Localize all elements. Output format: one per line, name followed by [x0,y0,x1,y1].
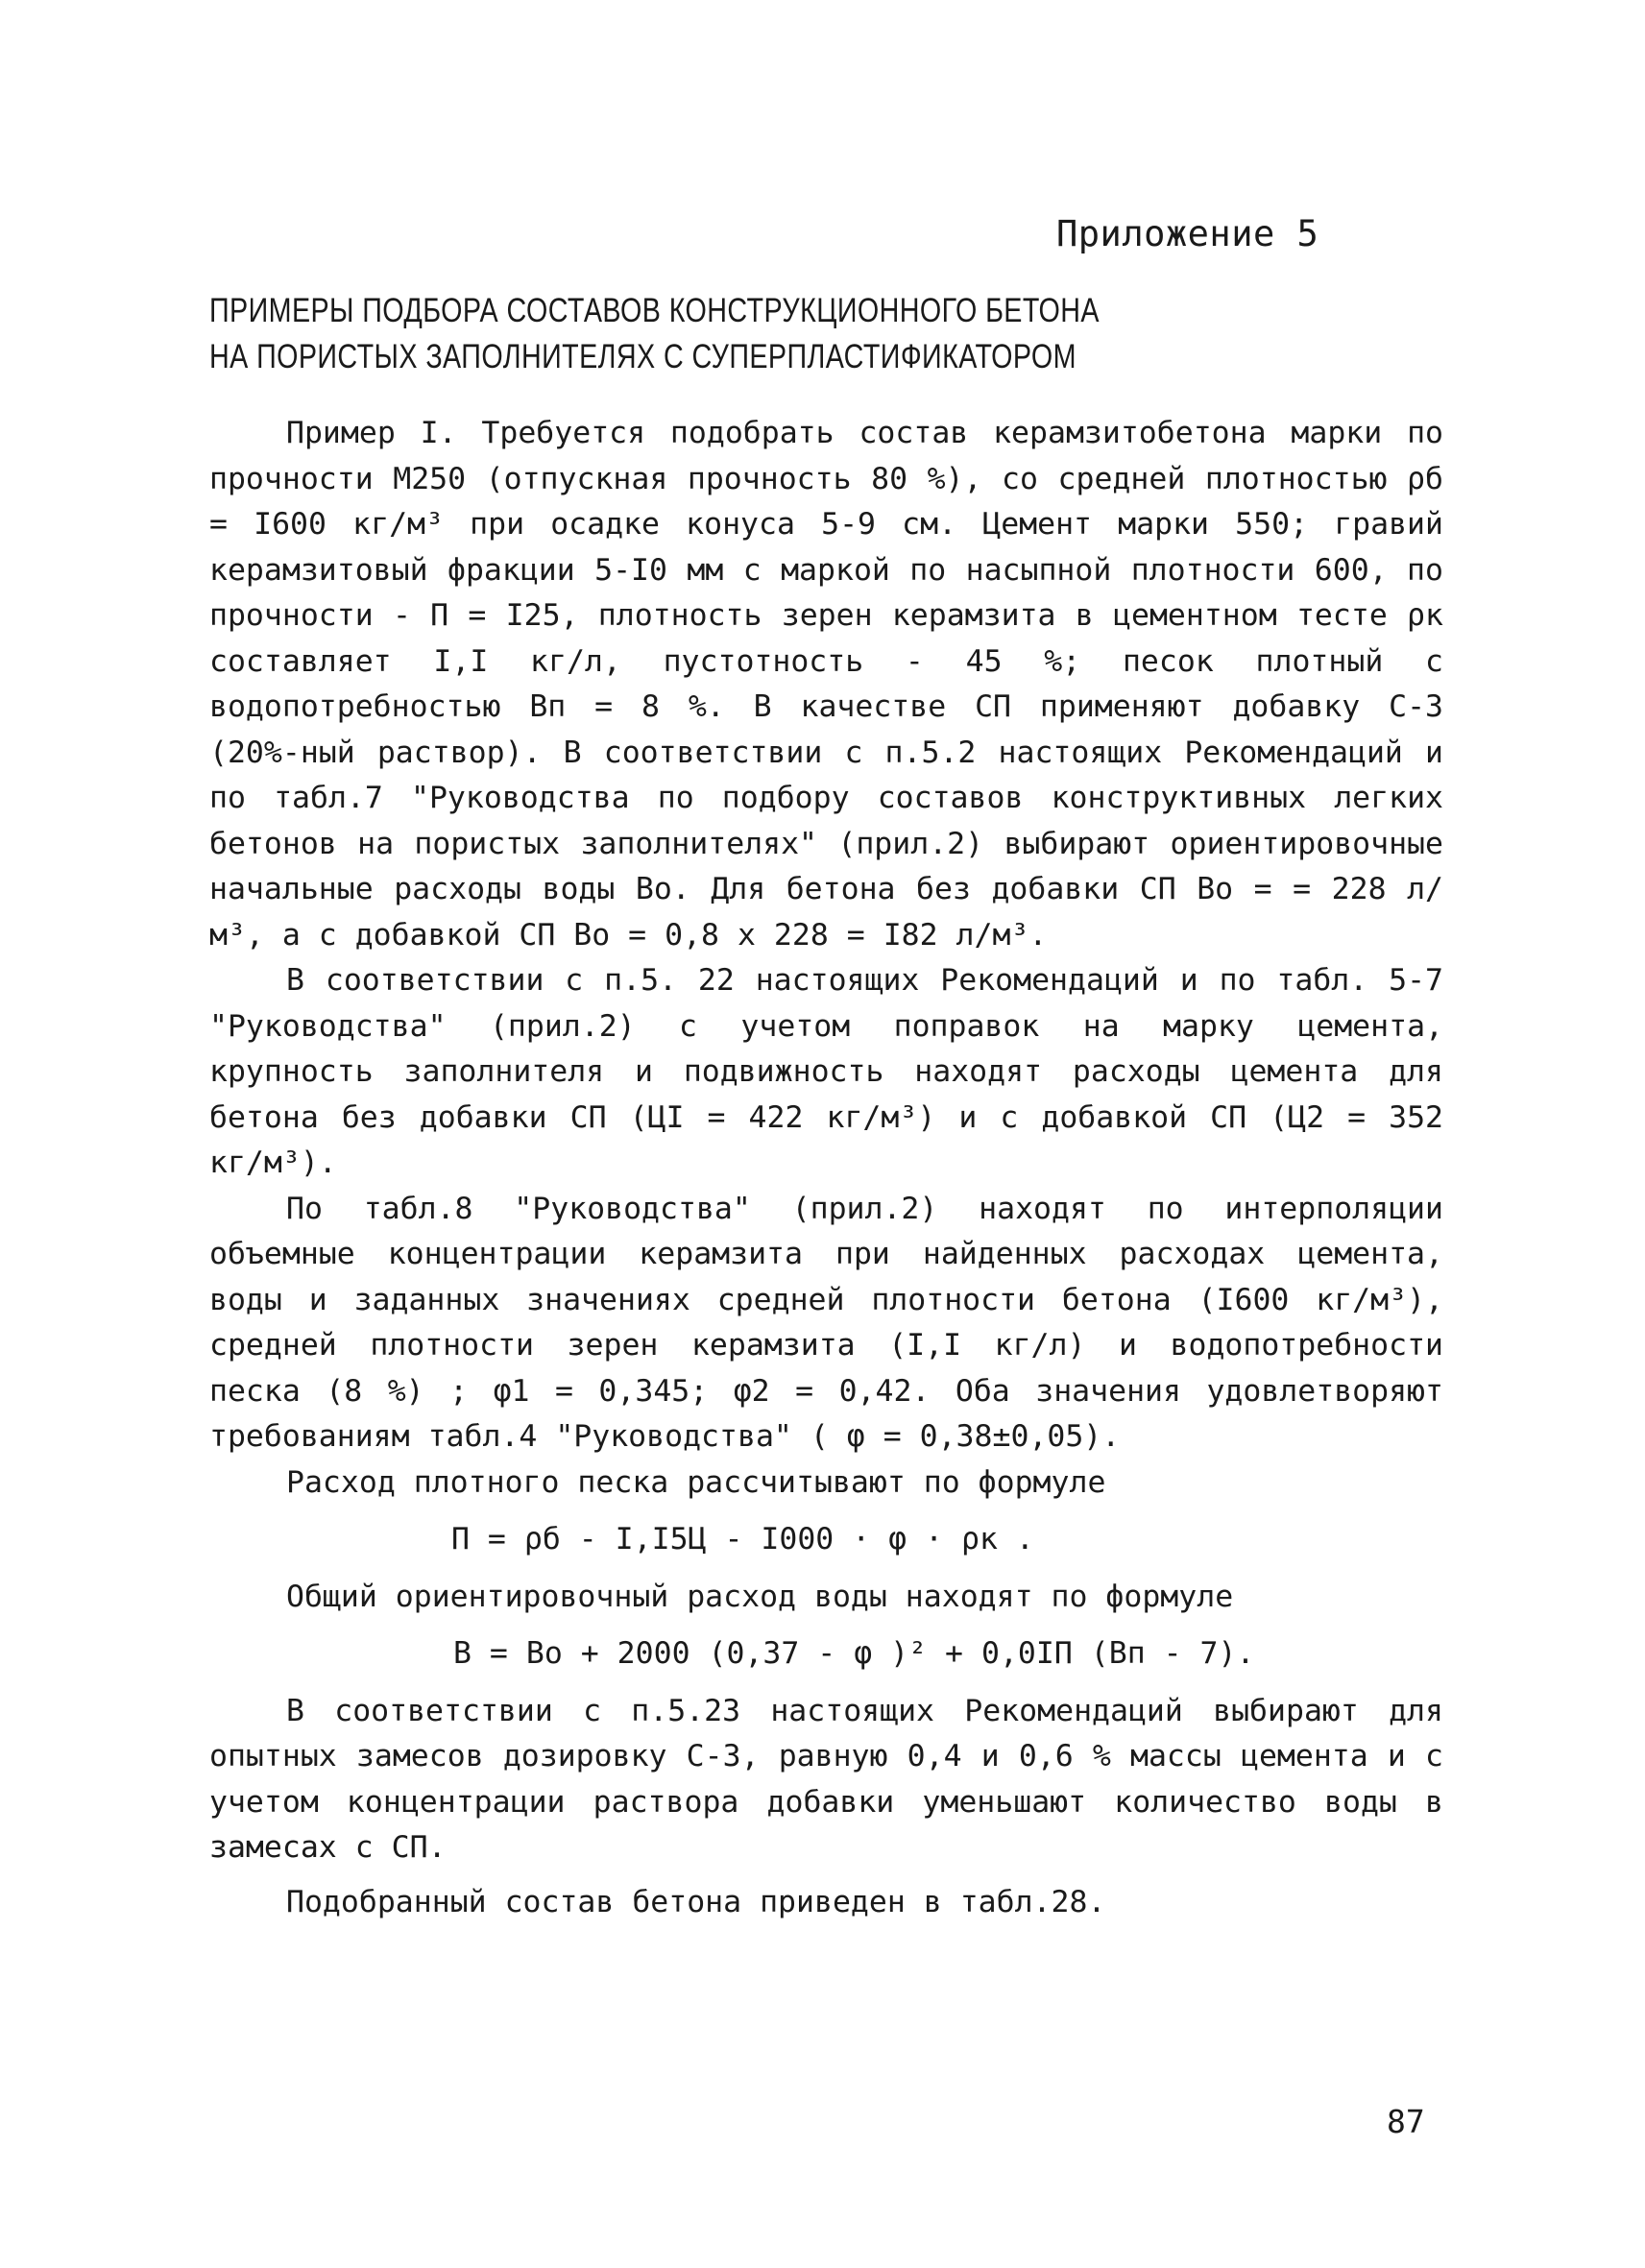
paragraph-dosage: В соответствии с п.5.23 настоящих Рекомендаций выбирают для опытных замесов дозировку С-3, равную 0,4 и 0,6 % массы цемента и с учетом концентрации раствора добавки уменьшают количество воды в замесах с СП. [209,1693,1443,1865]
page-number: 87 [1387,2103,1425,2140]
section-title-line-1: ПРИМЕРЫ ПОДБОРА СОСТАВОВ КОНСТРУКЦИОННОГО БЕТОНА [209,292,1100,329]
body-text [209,411,1443,1925]
paragraph-sand-formula-intro: Расход плотного песка рассчитывают по формуле [286,1464,1106,1500]
formula-sand: П = ρб - I,I5Ц - I000 · φ · ρк . [451,1522,1034,1556]
paragraph-cement-consumption: В соответствии с п.5. 22 настоящих Рекомендаций и по табл. 5-7 "Руководства" (прил.2) с учетом поправок на марку цемента, крупность заполнителя и подвижность находят расходы цемента для бетона без добавки СП (ЦI = 422 кг/м³) и с добавкой СП (Ц2 = 352 кг/м³). [209,963,1443,1180]
section-title-line-2: НА ПОРИСТЫХ ЗАПОЛНИТЕЛЯХ С СУПЕРПЛАСТИФИКАТОРОМ [209,338,1077,375]
paragraph-water-formula-intro: Общий ориентировочный расход воды находят по формуле [286,1579,1234,1614]
section-title [209,288,1100,380]
paragraph-result-reference: Подобранный состав бетона приведен в табл.28. [286,1884,1106,1919]
paragraph-example-1: Пример I. Требуется подобрать состав керамзитобетона марки по прочности М250 (отпускная прочность 80 %), со средней плотностью ρб = I600 кг/м³ при осадке конуса 5-9 см. Цемент марки 550; гравий керамзитовый фракции 5-I0 мм с маркой по насыпной плотности 600, по прочности - П = I25, плотность зерен керамзита в цементном тесте ρк составляет I,I кг/л, пустотность - 45 %; песок плотный с водопотребностью Вп = 8 %. В качестве СП применяют добавку С-3 (20%-ный раствор). В соответствии с п.5.2 настоящих Рекомендаций и по табл.7 "Руководства по подбору составов конструктивных легких бетонов на пористых заполнителях" (прил.2) выбирают ориентировочные начальные расходы воды Во. Для бетона без добавки СП Во = = 228 л/м³, а с добавкой СП Во = 0,8 х 228 = I82 л/м³. [209,416,1443,953]
appendix-label: Приложение 5 [1056,213,1319,254]
formula-water: В = Во + 2000 (0,37 - φ )² + 0,0IП (Вп - 7). [453,1636,1255,1671]
paragraph-volume-concentrations: По табл.8 "Руководства" (прил.2) находят по интерполяции объемные концентрации керамзита при найденных расходах цемента, воды и заданных значениях средней плотности бетона (I600 кг/м³), средней плотности зерен керамзита (I,I кг/л) и водопотребности песка (8 %) ; φ1 = 0,345; φ2 = 0,42. Оба значения удовлетворяют требованиям табл.4 "Руководства" ( φ = 0,38±0,05). [209,1191,1443,1454]
